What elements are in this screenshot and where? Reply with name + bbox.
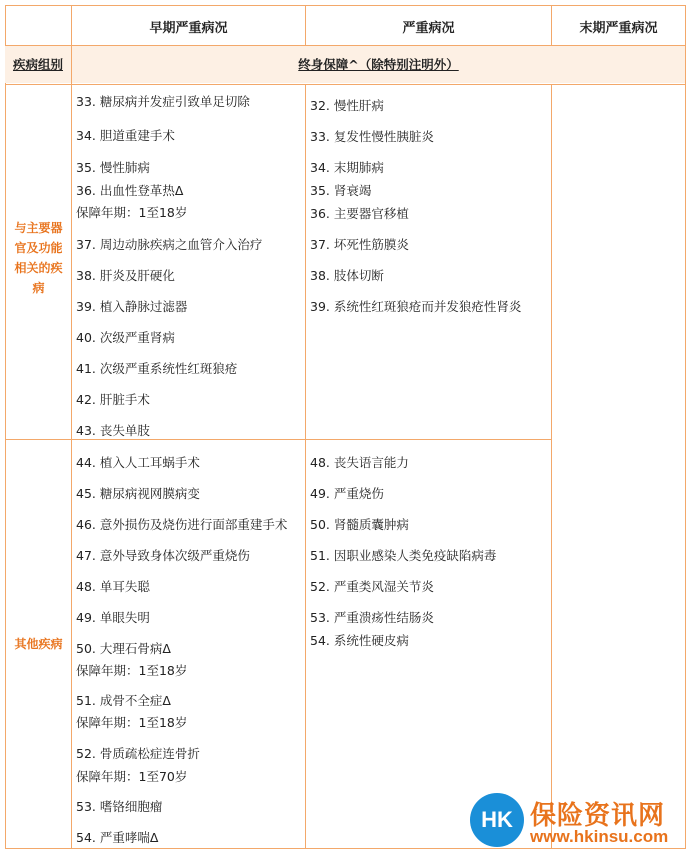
table-border-top [5,5,685,6]
list-item: 38. 肢体切断 [310,268,384,283]
group-name-organ [6,218,71,298]
list-item: 32. 慢性肝病 [310,98,384,113]
list-item: 38. 肝炎及肝硬化 [76,268,175,283]
table-border-right [685,5,686,849]
list-item: 42. 肝脏手术 [76,392,150,407]
coverage-term: 保障年期：1至18岁 [76,715,188,730]
group-name-line: 相关的疾 [14,261,63,275]
list-item: 34. 胆道重建手术 [76,128,175,143]
list-item: 53. 严重溃疡性结肠炎 [310,610,434,625]
list-item: 36. 主要器官移植 [310,206,409,221]
list-item: 49. 严重烧伤 [310,486,384,501]
col-divider-2 [305,84,306,849]
list-item: 39. 植入静脉过滤器 [76,299,188,314]
table-border-left [5,5,6,849]
list-item: 36. 出血性登革热Δ [76,183,184,198]
hk-logo-icon: HK [470,793,524,847]
list-item: 48. 丧失语言能力 [310,455,409,470]
list-item: 52. 严重类风湿关节炎 [310,579,434,594]
col-divider-1 [71,5,72,849]
group-header: 疾病组别 [12,57,63,72]
list-item: 52. 骨质疏松症连骨折 [76,746,200,761]
group-name-line: 病 [32,281,45,295]
list-item: 43. 丧失单肢 [76,423,150,438]
list-item: 54. 系统性硬皮病 [310,633,409,648]
band-divider [5,84,685,85]
watermark-url: www.hkinsu.com [530,827,669,846]
list-item: 41. 次级严重系统性红斑狼疮 [76,361,238,376]
col-divider-3 [551,84,552,849]
list-item: 47. 意外导致身体次级严重烧伤 [76,548,250,563]
group-name-other [6,634,71,654]
group-divider [5,439,551,440]
list-item: 51. 因职业感染人类免疫缺陷病毒 [310,548,497,563]
list-item: 33. 复发性慢性胰脏炎 [310,129,434,144]
header-severe: 严重病况 [402,21,455,36]
list-item: 39. 系统性红斑狼疮而并发狼疮性肾炎 [310,299,522,314]
group-name-line: 其他疾病 [14,637,63,651]
list-item: 37. 坏死性筋膜炎 [310,237,409,252]
list-item: 37. 周边动脉疾病之血管介入治疗 [76,237,263,252]
header-early: 早期严重病况 [149,21,228,36]
header-late: 末期严重病况 [579,21,658,36]
coverage-term: 保障年期：1至70岁 [76,769,188,784]
list-item: 48. 单耳失聪 [76,579,150,594]
list-item: 44. 植入人工耳蜗手术 [76,455,200,470]
coverage-note: 终身保障^（除特别注明外） [298,57,459,72]
list-item: 34. 末期肺病 [310,160,384,175]
list-item: 35. 慢性肺病 [76,160,150,175]
list-item: 46. 意外损伤及烧伤进行面部重建手术 [76,517,288,532]
watermark [462,793,690,851]
list-item: 40. 次级严重肾病 [76,330,175,345]
list-item: 51. 成骨不全症Δ [76,693,171,708]
list-item: 50. 肾髓质囊肿病 [310,517,409,532]
group-name-line: 与主要器 [14,221,63,235]
coverage-term: 保障年期：1至18岁 [76,205,188,220]
list-item: 49. 单眼失明 [76,610,150,625]
list-item: 33. 糖尿病并发症引致单足切除 [76,94,250,109]
watermark-title: 保险资讯网 [530,801,666,831]
list-item: 53. 嗜铬细胞瘤 [76,799,163,814]
list-item: 35. 肾衰竭 [310,183,372,198]
group-name-line: 官及功能 [14,241,63,255]
list-item: 50. 大理石骨病Δ [76,641,171,656]
coverage-term: 保障年期：1至18岁 [76,663,188,678]
list-item: 45. 糖尿病视网膜病变 [76,486,200,501]
list-item: 54. 严重哮喘Δ [76,830,159,845]
